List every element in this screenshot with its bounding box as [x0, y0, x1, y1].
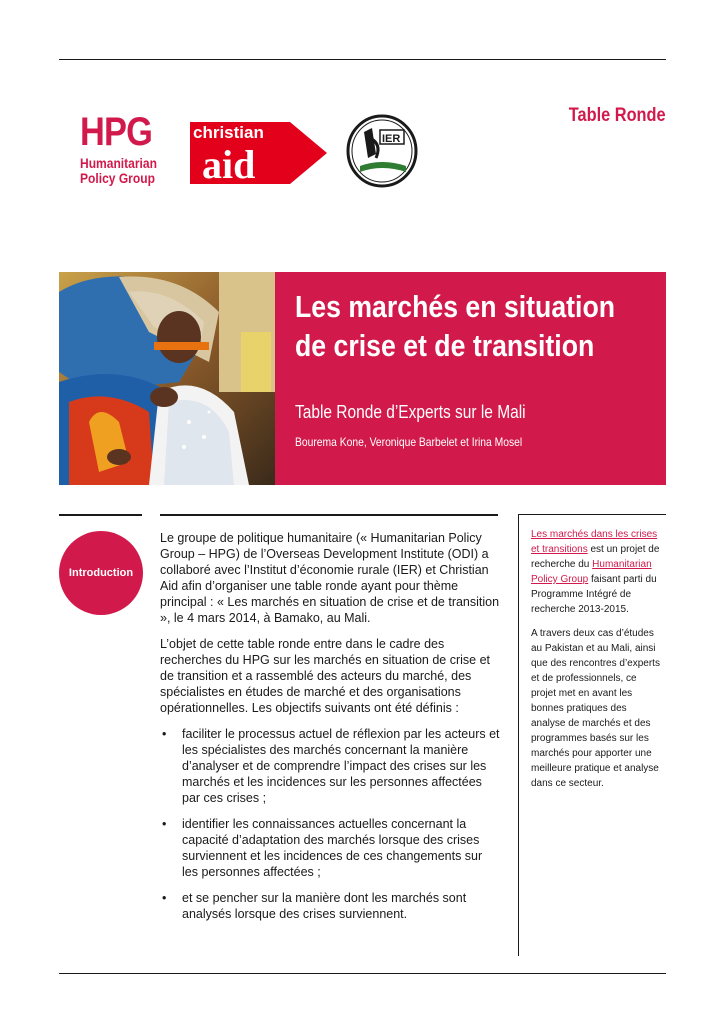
list-item-text: identifier les connaissances actuelles concernant la capacité d’adaptation des marchés lorsque des crises surviennent et les incidences de ces changements sur les personnes affectées ; [182, 817, 483, 879]
document-type-label: Table Ronde [569, 105, 666, 126]
hero-authors: Bourema Kone, Veronique Barbelet et Irina Mosel [295, 435, 523, 449]
hero-subtitle: Table Ronde d’Experts sur le Mali [295, 402, 526, 422]
hpg-logo-line2: Policy Group [80, 170, 155, 186]
christian-aid-logo [190, 120, 328, 186]
sidebar-paragraph-2: A travers deux cas d’études au Pakistan et au Mali, ainsi que des rencontres d’experts et de professionnels, ce projet met en avant les bonnes pratiques des analyse de marchés et des programmes basés sur les marchés pour apporter une meilleure pratique et analyse dans ce secteur. [531, 628, 660, 789]
bullet-icon: • [162, 891, 167, 905]
hero-title-line2: de crise et de transition [295, 328, 595, 363]
hpg-logo-line1: Humanitarian [80, 155, 157, 171]
hero-photo [59, 272, 275, 485]
hero-title [295, 287, 616, 365]
markets-project-link[interactable]: Les marchés dans les crises et transitions [531, 529, 658, 555]
christian-aid-logo-bottom: aid [202, 142, 256, 186]
hpg-logo-mark: HPG [80, 110, 152, 154]
bullet-icon: • [162, 817, 167, 831]
ier-logo-text: IER [382, 133, 401, 145]
introduction-badge [59, 531, 143, 615]
list-item-text: et se pencher sur la manière dont les marchés sont analysés lorsque des crises surviennent. [182, 891, 467, 921]
christian-aid-logo-top: christian [193, 123, 264, 142]
introduction-badge-label: Introduction [68, 567, 134, 579]
list-item-text: faciliter le processus actuel de réflexion par les acteurs et les spécialistes des marchés concernant la manière d’analyser et de comprendre l’impact des crises sur les marchés et les incidences sur les personnes affectées par ces crises ; [182, 727, 500, 805]
intro-paragraph-2: L’objet de cette table ronde entre dans le cadre des recherches du HPG sur les marchés en situation de crise et de transition et a rassemblé des acteurs du marché, des spécialistes en études de marché et des organisations opérationnelles. Les objectifs suivants ont été définis : [160, 637, 491, 715]
hpg-logo [80, 112, 169, 186]
sidebar-column [531, 527, 661, 800]
section-rule-left [59, 514, 142, 516]
list-item [160, 816, 500, 880]
hero-banner [59, 272, 666, 485]
sidebar-divider [518, 514, 519, 956]
sidebar-text-2: faisant parti du Programme Intégré de recherche 2013-2015. [531, 574, 657, 615]
section-rule-sidebar [518, 514, 666, 515]
bullet-icon: • [162, 727, 167, 741]
section-rule-main [160, 514, 498, 516]
sidebar-paragraph-1 [531, 527, 661, 617]
ier-logo [346, 114, 418, 188]
bottom-rule [59, 973, 666, 974]
list-item [160, 890, 500, 922]
objectives-list [160, 726, 500, 922]
hero-title-line1: Les marchés en situation [295, 289, 616, 324]
sidebar-text-1: est un projet de recherche du [531, 544, 660, 570]
list-item [160, 726, 500, 806]
main-column [160, 530, 500, 932]
hpg-link[interactable]: Humanitarian Policy Group [531, 559, 652, 585]
intro-paragraph-1: Le groupe de politique humanitaire (« Humanitarian Policy Group – HPG) de l’Overseas Development Institute (ODI) a collaboré avec l’Institut d’économie rurale (IER) et Christian Aid afin d’organiser une table ronde ayant pour thème principal : « Les marchés en situation de crise et de transition », le 4 mars 2014, à Bamako, au Mali. [160, 531, 500, 625]
top-rule [59, 59, 666, 60]
